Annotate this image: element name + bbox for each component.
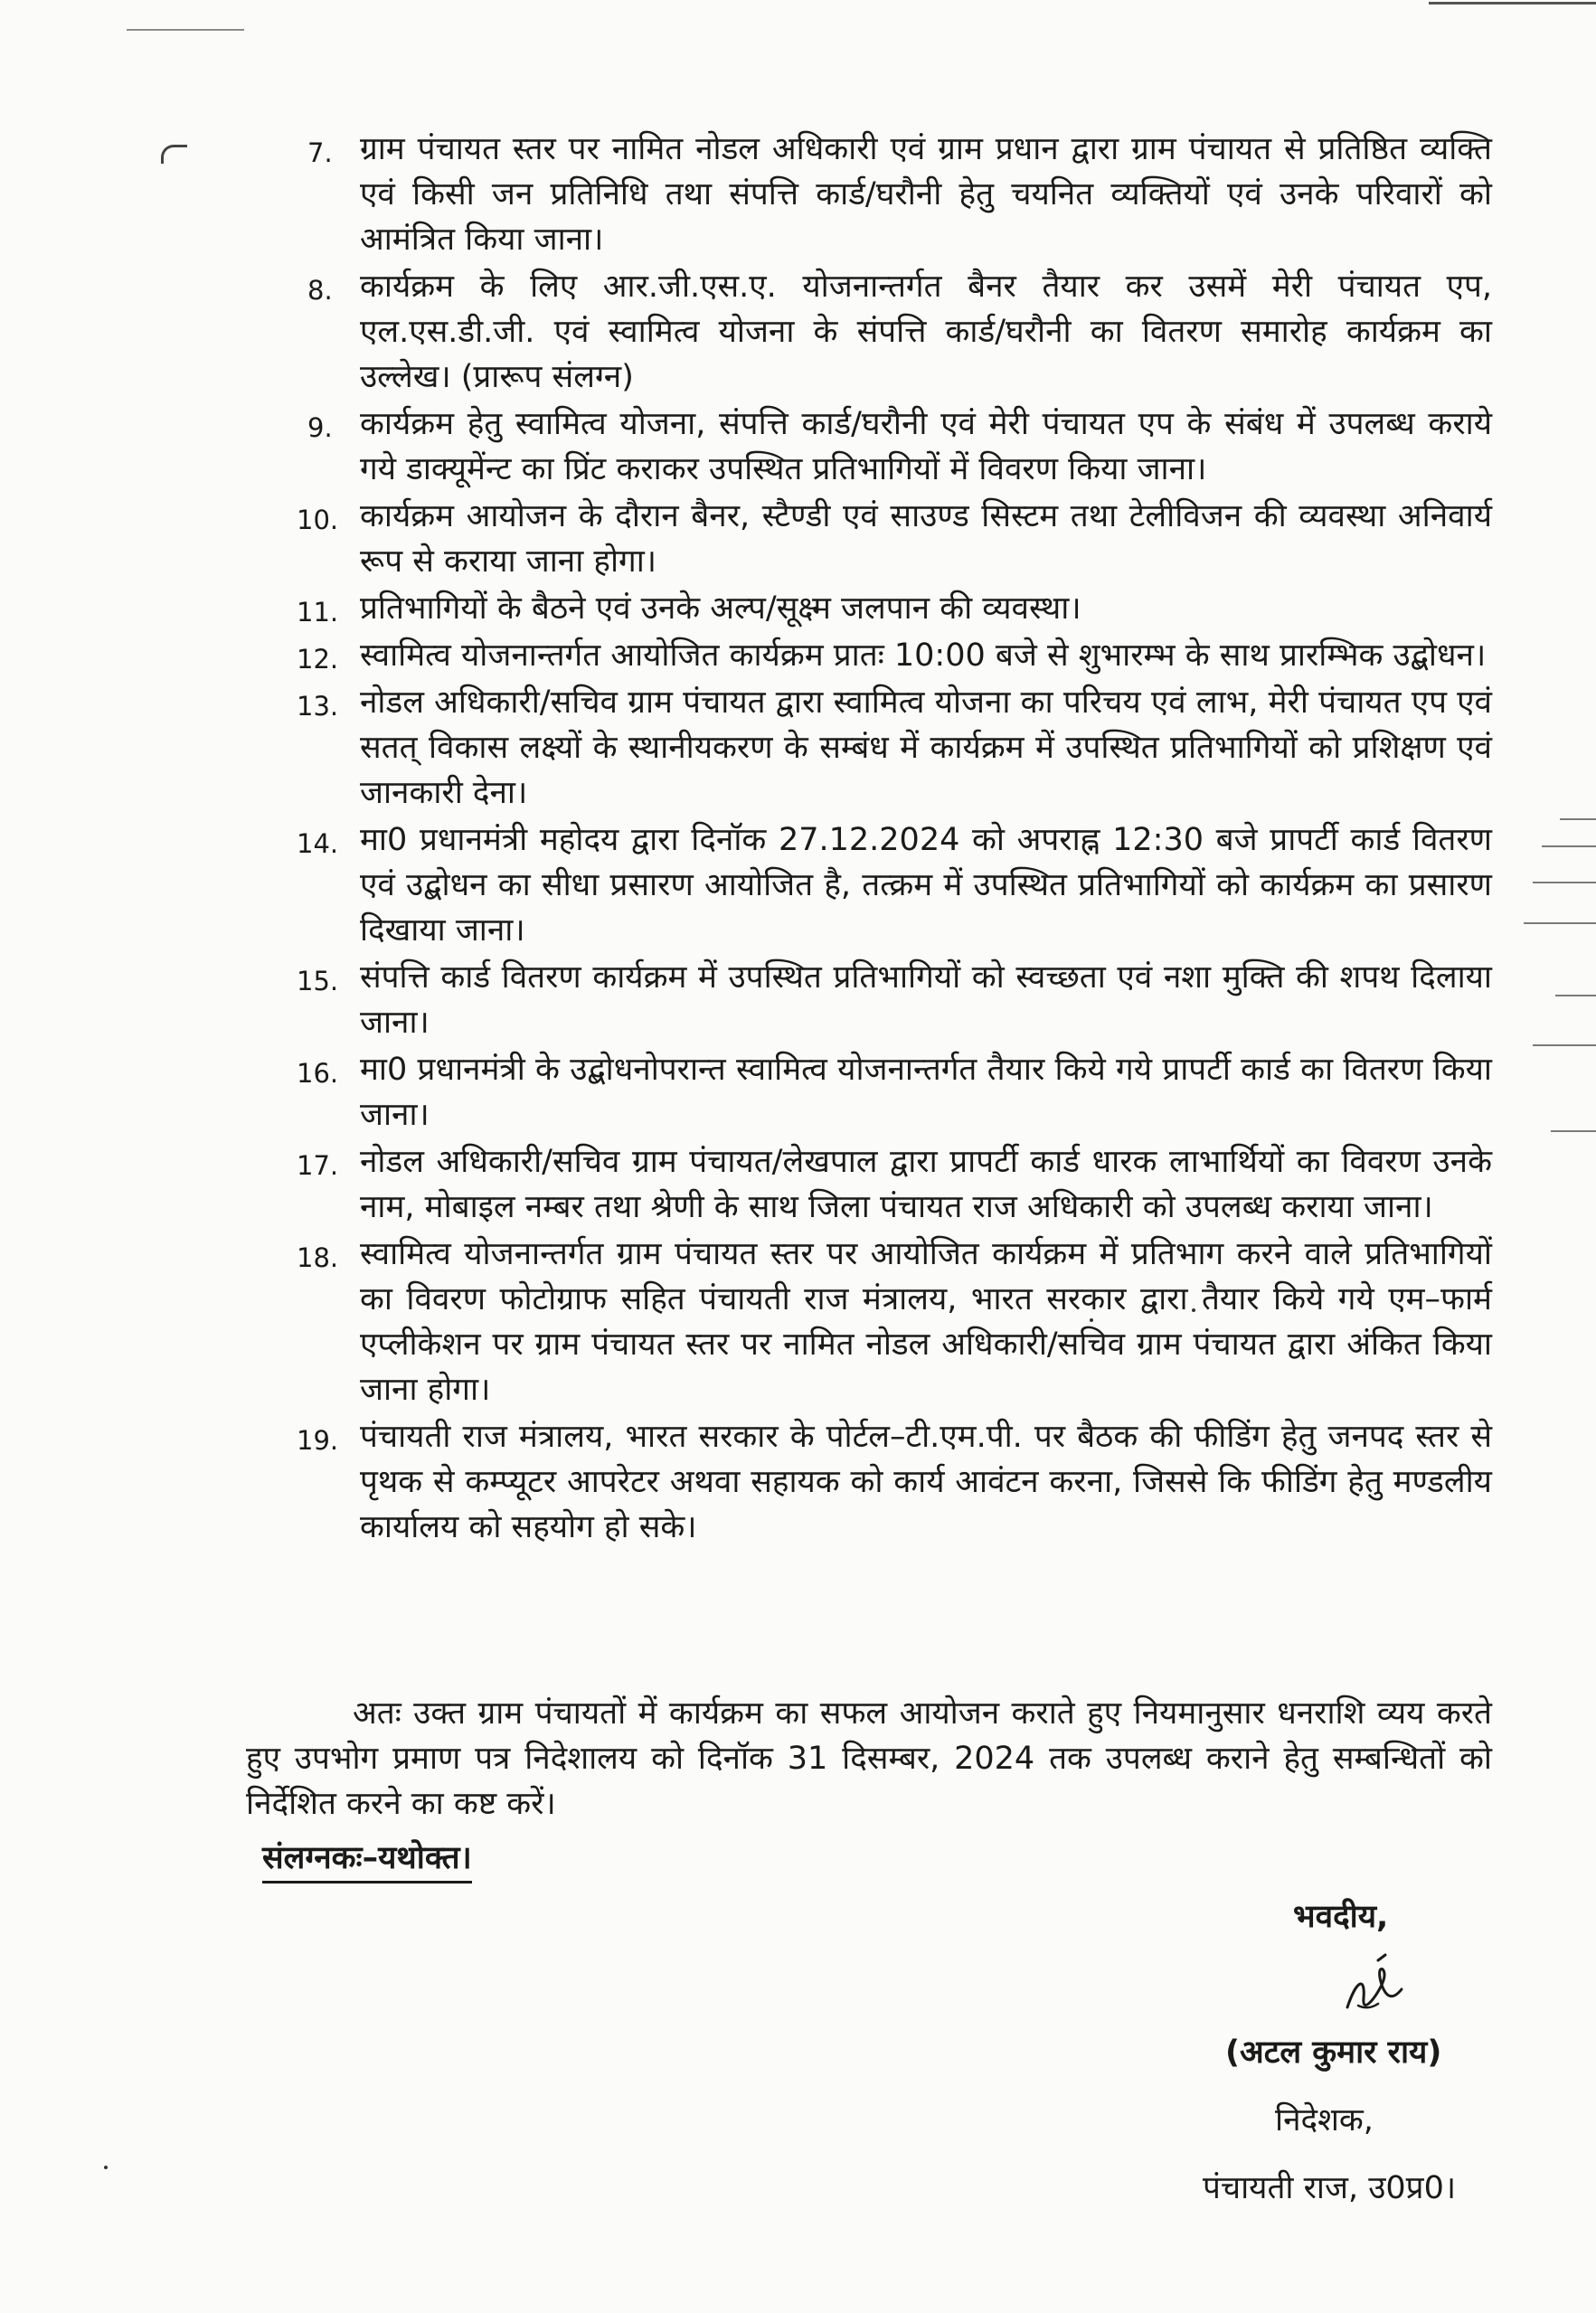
- list-item-text: पंचायती राज मंत्रालय, भारत सरकार के पोर्टल–टी.एम.पी. पर बैठक की फीडिंग हेतु जनपद स्तर से पृथक से कम्प्यूटर आपरेटर अथवा सहायक को कार्य आवंटन करना, जिससे कि फीडिंग हेतु मण्डलीय कार्यालय को सहयोग हो सके।: [360, 1419, 1492, 1545]
- list-item-text: मा0 प्रधानमंत्री के उद्बोधनोपरान्त स्वामित्व योजनान्तर्गत तैयार किये गये प्रापर्टी कार्ड का वितरण किया जाना।: [360, 1052, 1492, 1133]
- list-item-number: 10.: [297, 505, 339, 535]
- scan-artifact-dash: [1551, 1130, 1596, 1132]
- list-item-15: [297, 955, 1492, 1045]
- signature-block: [1130, 1894, 1528, 2274]
- signatory-department: पंचायती राज, उ0प्र0।: [1203, 2170, 1457, 2206]
- list-item-number: 13.: [297, 691, 339, 722]
- list-item-11: [297, 586, 1492, 631]
- list-item-8: [307, 264, 1492, 400]
- scan-artifact-dash: [1533, 882, 1596, 883]
- list-item-7: [307, 127, 1492, 262]
- list-item-18: [297, 1232, 1492, 1412]
- list-item-text: प्रतिभागियों के बैठने एवं उनके अल्प/सूक्ष्म जलपान की व्यवस्था।: [360, 590, 1081, 627]
- list-item-13: [297, 680, 1492, 816]
- list-item-number: 12.: [297, 644, 339, 675]
- list-item-text: कार्यक्रम आयोजन के दौरान बैनर, स्टैण्डी एवं साउण्ड सिस्टम तथा टेलीविजन की व्यवस्था अनिवार्य रूप से कराया जाना होगा।: [360, 498, 1492, 580]
- scan-artifact-mark: [161, 145, 187, 164]
- list-item-text: स्वामित्व योजनान्तर्गत ग्राम पंचायत स्तर पर आयोजित कार्यक्रम में प्रतिभाग करने वाले प्रतिभागियों का विवरण फोटोग्राफ सहित पंचायती राज मंत्रालय, भारत सरकार द्वारा तैयार किये गये एम–फार्म एप्लीकेशन पर ग्राम पंचायत स्तर पर नामित नोडल अधिकारी/सचिव ग्राम पंचायत द्वारा अंकित किया जाना होगा।: [360, 1236, 1492, 1408]
- list-item-text: ग्राम पंचायत स्तर पर नामित नोडल अधिकारी एवं ग्राम प्रधान द्वारा ग्राम पंचायत से प्रतिष्ठित व्यक्ति एवं किसी जन प्रतिनिधि तथा संपत्ति कार्ड/घरौनी हेतु चयनित व्यक्तियों एवं उनके परिवारों को आमंत्रित किया जाना।: [360, 131, 1492, 258]
- list-item-number: 14.: [297, 828, 339, 859]
- signatory-name: (अटल कुमार राय): [1225, 2034, 1442, 2071]
- list-item-text: नोडल अधिकारी/सचिव ग्राम पंचायत द्वारा स्वामित्व योजना का परिचय एवं लाभ, मेरी पंचायत एप एवं सतत् विकास लक्ष्यों के स्थानीयकरण के सम्बंध में कार्यक्रम में उपस्थित प्रतिभागियों को प्रशिक्षण एवं जानकारी देना।: [360, 684, 1492, 811]
- list-item-number: 18.: [297, 1242, 339, 1273]
- list-item-text: संपत्ति कार्ड वितरण कार्यक्रम में उपस्थित प्रतिभागियों को स्वच्छता एवं नशा मुक्ति की शपथ दिलाया जाना।: [360, 959, 1492, 1041]
- scan-artifact-rule: [127, 29, 244, 31]
- signatory-designation: निदेशक,: [1275, 2102, 1374, 2138]
- list-item-19: [297, 1414, 1492, 1550]
- scan-artifact-dash: [1560, 818, 1596, 820]
- handwritten-signature: [1338, 1944, 1411, 2025]
- list-item-number: 19.: [297, 1425, 339, 1456]
- list-item-text: कार्यक्रम के लिए आर.जी.एस.ए. योजनान्तर्गत बैनर तैयार कर उसमें मेरी पंचायत एप, एल.एस.डी.जी. एवं स्वामित्व योजना के संपत्ति कार्ड/घरौनी का वितरण समारोह कार्यक्रम का उल्लेख। (प्रारूप संलग्न): [360, 269, 1492, 395]
- list-item-9: [307, 401, 1492, 492]
- scan-artifact-dash: [1524, 922, 1596, 924]
- list-item-number: 16.: [297, 1058, 339, 1089]
- list-item-12: [297, 633, 1492, 678]
- scan-artifact-dash: [1542, 845, 1596, 847]
- list-item-17: [297, 1139, 1492, 1230]
- scan-artifact-dash: [1555, 995, 1596, 996]
- instruction-list: [297, 127, 1492, 1552]
- list-item-number: 8.: [307, 275, 333, 306]
- list-item-text: मा0 प्रधानमंत्री महोदय द्वारा दिनॉक 27.12.2024 को अपराह्न 12:30 बजे प्रापर्टी कार्ड वितरण एवं उद्बोधन का सीधा प्रसारण आयोजित है, तत्क्रम में उपस्थित प्रतिभागियों को कार्यक्रम का प्रसारण दिखाया जाना।: [360, 822, 1492, 949]
- closing-paragraph: अतः उक्त ग्राम पंचायतों में कार्यक्रम का सफल आयोजन कराते हुए नियमानुसार धनराशि व्यय करते हुए उपभोग प्रमाण पत्र निदेशालय को दिनॉक 31 दिसम्बर, 2024 तक उपलब्ध कराने हेतु सम्बन्धितों को निर्देशित करने का कष्ट करें।: [246, 1695, 1492, 1822]
- list-item-text: कार्यक्रम हेतु स्वामित्व योजना, संपत्ति कार्ड/घरौनी एवं मेरी पंचायत एप के संबंध में उपलब्ध कराये गये डाक्यूमेंन्ट का प्रिंट कराकर उपस्थित प्रतिभागियों में विवरण किया जाना।: [360, 406, 1492, 487]
- enclosure-label: संलग्नकः–यथोक्त।: [262, 1836, 472, 1883]
- scan-artifact-dash: [1533, 1044, 1596, 1046]
- list-item-text: नोडल अधिकारी/सचिव ग्राम पंचायत/लेखपाल द्वारा प्रापर्टी कार्ड धारक लाभार्थियों का विवरण उनके नाम, मोबाइल नम्बर तथा श्रेणी के साथ जिला पंचायत राज अधिकारी को उपलब्ध कराया जाना।: [360, 1144, 1492, 1225]
- list-item-text: स्वामित्व योजनान्तर्गत आयोजित कार्यक्रम प्रातः 10:00 बजे से शुभारम्भ के साथ प्रारम्भिक उद्बोधन।: [360, 637, 1487, 674]
- scan-artifact-dot: [104, 2166, 108, 2169]
- list-item-number: 9.: [307, 412, 333, 443]
- salutation: भवदीय,: [1293, 1899, 1389, 1935]
- list-item-number: 17.: [297, 1150, 339, 1181]
- list-item-number: 15.: [297, 966, 339, 996]
- list-item-14: [297, 817, 1492, 953]
- list-item-number: 11.: [297, 597, 339, 628]
- scan-artifact-rule: [1429, 2, 1596, 5]
- list-item-16: [297, 1047, 1492, 1138]
- list-item-number: 7.: [307, 137, 333, 168]
- list-item-10: [297, 494, 1492, 584]
